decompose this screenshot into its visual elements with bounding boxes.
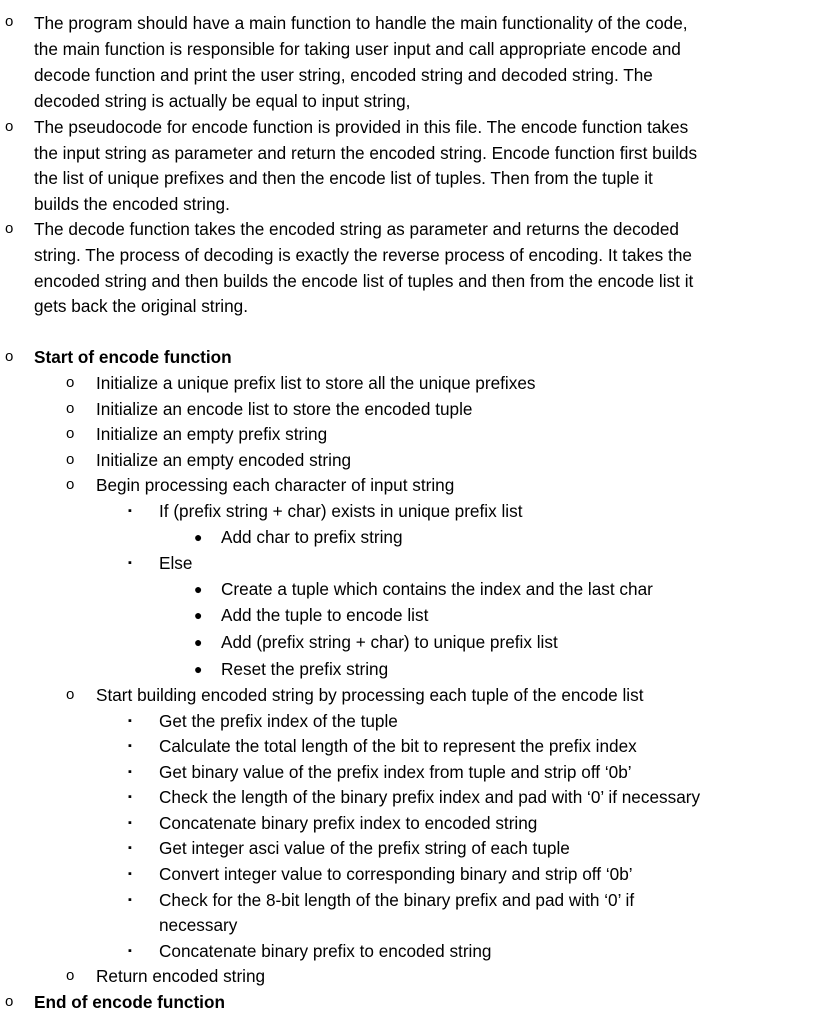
- intro-text-line: The program should have a main function to handle the main functionality of the code,: [34, 13, 688, 33]
- square-bullet: ▪: [128, 945, 132, 957]
- intro-text-line: encoded string and then builds the encode list of tuples and then from the encode list it: [34, 271, 694, 291]
- square-bullet: ▪: [128, 894, 132, 906]
- build-step: Get binary value of the prefix index from tuple and strip off ‘0b’: [159, 762, 632, 782]
- section-heading-start: Start of encode function: [34, 347, 232, 367]
- dot-bullet: ●: [194, 661, 203, 677]
- init-step: Initialize a unique prefix list to store all the unique prefixes: [96, 373, 536, 393]
- intro-text-line: builds the encoded string.: [34, 194, 230, 214]
- square-bullet: ▪: [128, 766, 132, 778]
- intro-text-line: the main function is responsible for taking user input and call appropriate encode and: [34, 39, 681, 59]
- if-action: Add char to prefix string: [221, 527, 403, 547]
- circle-bullet: o: [66, 374, 75, 391]
- build-step: Calculate the total length of the bit to represent the prefix index: [159, 736, 637, 756]
- intro-text-line: decode function and print the user string, encoded string and decoded string. The: [34, 65, 653, 85]
- circle-bullet: o: [66, 686, 75, 703]
- intro-text-line: string. The process of decoding is exactly the reverse process of encoding. It takes the: [34, 245, 692, 265]
- circle-bullet: o: [5, 993, 14, 1010]
- circle-bullet: o: [5, 348, 14, 365]
- else-label: Else: [159, 553, 193, 573]
- section-heading-end: End of encode function: [34, 992, 225, 1012]
- build-step: Get integer asci value of the prefix string of each tuple: [159, 838, 570, 858]
- build-step: Get the prefix index of the tuple: [159, 711, 398, 731]
- square-bullet: ▪: [128, 817, 132, 829]
- else-action: Add (prefix string + char) to unique prefix list: [221, 632, 558, 652]
- else-action: Reset the prefix string: [221, 659, 389, 679]
- build-heading: Start building encoded string by processing each tuple of the encode list: [96, 685, 644, 705]
- intro-text-line: the list of unique prefixes and then the encode list of tuples. Then from the tuple it: [34, 168, 653, 188]
- square-bullet: ▪: [128, 842, 132, 854]
- build-step: Check for the 8-bit length of the binary prefix and pad with ‘0’ if: [159, 890, 635, 910]
- circle-bullet: o: [5, 13, 14, 30]
- intro-text-line: the input string as parameter and return the encoded string. Encode function first builds: [34, 143, 698, 163]
- intro-text-line: decoded string is actually be equal to input string,: [34, 91, 411, 111]
- square-bullet: ▪: [128, 557, 132, 569]
- init-step: Initialize an encode list to store the encoded tuple: [96, 399, 473, 419]
- intro-text-line: The pseudocode for encode function is provided in this file. The encode function takes: [34, 117, 689, 137]
- dot-bullet: ●: [194, 529, 203, 545]
- dot-bullet: ●: [194, 634, 203, 650]
- circle-bullet: o: [66, 425, 75, 442]
- circle-bullet: o: [66, 400, 75, 417]
- build-step-continuation: necessary: [159, 915, 238, 935]
- else-action: Create a tuple which contains the index and the last char: [221, 579, 653, 599]
- intro-text-line: The decode function takes the encoded string as parameter and returns the decoded: [34, 219, 679, 239]
- square-bullet: ▪: [128, 505, 132, 517]
- init-step: Initialize an empty encoded string: [96, 450, 352, 470]
- build-step: Concatenate binary prefix index to encoded string: [159, 813, 538, 833]
- square-bullet: ▪: [128, 791, 132, 803]
- intro-text-line: gets back the original string.: [34, 296, 249, 316]
- circle-bullet: o: [66, 476, 75, 493]
- square-bullet: ▪: [128, 715, 132, 727]
- build-step: Check the length of the binary prefix index and pad with ‘0’ if necessary: [159, 787, 701, 807]
- if-condition: If (prefix string + char) exists in unique prefix list: [159, 501, 523, 521]
- square-bullet: ▪: [128, 868, 132, 880]
- init-step: Begin processing each character of input string: [96, 475, 455, 495]
- circle-bullet: o: [5, 220, 14, 237]
- circle-bullet: o: [66, 451, 75, 468]
- dot-bullet: ●: [194, 607, 203, 623]
- else-action: Add the tuple to encode list: [221, 605, 429, 625]
- init-step: Initialize an empty prefix string: [96, 424, 328, 444]
- circle-bullet: o: [5, 118, 14, 135]
- square-bullet: ▪: [128, 740, 132, 752]
- build-step: Concatenate binary prefix to encoded string: [159, 941, 492, 961]
- dot-bullet: ●: [194, 581, 203, 597]
- circle-bullet: o: [66, 967, 75, 984]
- return-step: Return encoded string: [96, 966, 266, 986]
- build-step: Convert integer value to corresponding binary and strip off ‘0b’: [159, 864, 633, 884]
